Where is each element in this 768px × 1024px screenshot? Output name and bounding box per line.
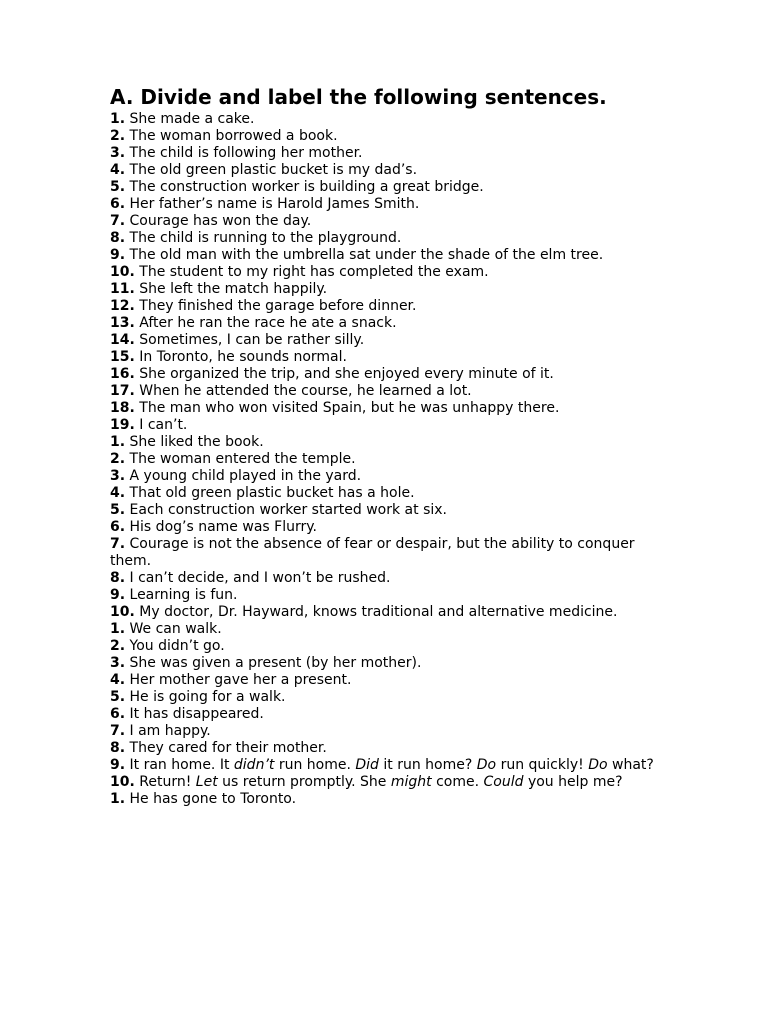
sentence-number: 6. (110, 196, 126, 212)
sentence-item (110, 332, 670, 349)
sentence-text: it run home? (378, 757, 477, 773)
sentence-text: We can walk. (129, 621, 222, 637)
sentence-text: Courage is not the absence of fear or despair, but the ability to conquer them. (110, 536, 635, 569)
sentence-number: 16. (110, 366, 135, 382)
sentence-text: She was given a present (by her mother). (129, 655, 422, 671)
sentence-item (110, 468, 670, 485)
sentence-text: When he attended the course, he learned a lot. (139, 383, 472, 399)
sentence-item (110, 281, 670, 298)
sentence-item (110, 349, 670, 366)
sentence-list-1 (110, 111, 670, 434)
sentence-item (110, 485, 670, 502)
sentence-item (110, 451, 670, 468)
sentence-text: The student to my right has completed the exam. (139, 264, 489, 280)
sentence-emphasis: might (390, 774, 432, 790)
sentence-item (110, 383, 670, 400)
sentence-text: His dog’s name was Flurry. (129, 519, 317, 535)
sentence-text: That old green plastic bucket has a hole. (129, 485, 415, 501)
sentence-number: 9. (110, 757, 126, 773)
sentence-text: In Toronto, he sounds normal. (139, 349, 347, 365)
sentence-text: The child is running to the playground. (129, 230, 402, 246)
sentence-list-3 (110, 621, 670, 791)
sentence-text: I can’t. (139, 417, 188, 433)
sentence-text: They cared for their mother. (129, 740, 327, 756)
sentence-text: He has gone to Toronto. (129, 791, 297, 807)
sentence-item (110, 587, 670, 604)
sentence-emphasis: didn’t (233, 757, 275, 773)
sentence-number: 8. (110, 230, 126, 246)
sentence-item (110, 570, 670, 587)
sentence-number: 2. (110, 128, 126, 144)
sentence-number: 6. (110, 519, 126, 535)
sentence-text: She made a cake. (129, 111, 255, 127)
sentence-number: 10. (110, 774, 135, 790)
sentence-item (110, 145, 670, 162)
sentence-text: She liked the book. (129, 434, 264, 450)
sentence-number: 9. (110, 247, 126, 263)
sentence-number: 11. (110, 281, 135, 297)
sentence-item (110, 213, 670, 230)
sentence-number: 3. (110, 145, 126, 161)
sentence-emphasis: Did (355, 757, 379, 773)
sentence-item (110, 162, 670, 179)
sentence-item (110, 315, 670, 332)
sentence-item (110, 638, 670, 655)
sentence-number: 8. (110, 570, 126, 586)
sentence-emphasis: Could (483, 774, 524, 790)
sentence-text: The woman borrowed a book. (129, 128, 338, 144)
sentence-number: 7. (110, 213, 126, 229)
sentence-number: 3. (110, 468, 126, 484)
sentence-text: run quickly! (496, 757, 589, 773)
sentence-text: come. (431, 774, 484, 790)
sentence-text: Return! (139, 774, 196, 790)
sentence-number: 4. (110, 162, 126, 178)
sentence-number: 7. (110, 723, 126, 739)
sentence-text: The woman entered the temple. (129, 451, 356, 467)
sentence-number: 4. (110, 485, 126, 501)
sentence-number: 3. (110, 655, 126, 671)
sentence-list-2 (110, 434, 670, 621)
sentence-number: 17. (110, 383, 135, 399)
sentence-text: I can’t decide, and I won’t be rushed. (129, 570, 391, 586)
worksheet-page (110, 84, 670, 808)
sentence-item (110, 417, 670, 434)
sentence-text: The man who won visited Spain, but he was unhappy there. (139, 400, 560, 416)
sentence-number: 15. (110, 349, 135, 365)
sentence-number: 5. (110, 179, 126, 195)
sentence-item (110, 689, 670, 706)
sentence-item (110, 757, 670, 774)
sentence-number: 12. (110, 298, 135, 314)
sentence-list-4 (110, 791, 670, 808)
sentence-number: 7. (110, 536, 126, 552)
sentence-item (110, 247, 670, 264)
sentence-number: 13. (110, 315, 135, 331)
sentence-emphasis: Do (588, 757, 608, 773)
sentence-text: A young child played in the yard. (129, 468, 362, 484)
sentence-item (110, 264, 670, 281)
sentence-number: 5. (110, 689, 126, 705)
sentence-text: She organized the trip, and she enjoyed every minute of it. (139, 366, 554, 382)
sentence-item (110, 519, 670, 536)
sentence-item (110, 179, 670, 196)
sentence-number: 2. (110, 638, 126, 654)
sentence-text: The child is following her mother. (129, 145, 363, 161)
sentence-emphasis: Let (195, 774, 218, 790)
sentence-text: Her father’s name is Harold James Smith. (129, 196, 420, 212)
worksheet-title: A. Divide and label the following sentences. (110, 85, 607, 109)
sentence-item (110, 791, 670, 808)
sentence-text: you help me? (523, 774, 623, 790)
sentence-text: You didn’t go. (129, 638, 225, 654)
sentence-text: It ran home. It (129, 757, 234, 773)
sentence-item (110, 536, 670, 570)
sentence-text: run home. (274, 757, 356, 773)
sentence-number: 1. (110, 621, 126, 637)
sentence-item (110, 128, 670, 145)
sentence-text: After he ran the race he ate a snack. (139, 315, 397, 331)
sentence-item (110, 604, 670, 621)
sentence-number: 10. (110, 264, 135, 280)
sentence-text: My doctor, Dr. Hayward, knows traditional and alternative medicine. (139, 604, 618, 620)
sentence-number: 4. (110, 672, 126, 688)
sentence-item (110, 366, 670, 383)
sentence-number: 6. (110, 706, 126, 722)
sentence-emphasis: Do (476, 757, 497, 773)
sentence-text: Sometimes, I can be rather silly. (139, 332, 365, 348)
sentence-text: The old man with the umbrella sat under the shade of the elm tree. (129, 247, 604, 263)
sentence-item (110, 298, 670, 315)
sentence-number: 14. (110, 332, 135, 348)
sentence-text: us return promptly. She (217, 774, 391, 790)
sentence-item (110, 400, 670, 417)
sentence-text: Courage has won the day. (129, 213, 312, 229)
sentence-number: 10. (110, 604, 135, 620)
sentence-item (110, 774, 670, 791)
sentence-item (110, 621, 670, 638)
sentence-number: 1. (110, 791, 126, 807)
sentence-text: They finished the garage before dinner. (139, 298, 417, 314)
sentence-text: The old green plastic bucket is my dad’s. (129, 162, 418, 178)
sentence-number: 19. (110, 417, 135, 433)
sentence-number: 8. (110, 740, 126, 756)
sentence-text: Learning is fun. (129, 587, 238, 603)
sentence-number: 18. (110, 400, 135, 416)
sentence-item (110, 111, 670, 128)
sentence-text: He is going for a walk. (129, 689, 286, 705)
sentence-item (110, 502, 670, 519)
sentence-text: She left the match happily. (139, 281, 328, 297)
sentence-item (110, 706, 670, 723)
sentence-text: Her mother gave her a present. (129, 672, 352, 688)
sentence-item (110, 196, 670, 213)
sentence-text: I am happy. (129, 723, 211, 739)
sentence-text: It has disappeared. (129, 706, 264, 722)
sentence-number: 9. (110, 587, 126, 603)
sentence-item (110, 672, 670, 689)
sentence-item (110, 434, 670, 451)
sentence-item (110, 230, 670, 247)
sentence-text: what? (607, 757, 654, 773)
sentence-number: 1. (110, 434, 126, 450)
sentence-number: 5. (110, 502, 126, 518)
sentence-text: Each construction worker started work at six. (129, 502, 447, 518)
sentence-item (110, 655, 670, 672)
sentence-item (110, 723, 670, 740)
sentence-number: 1. (110, 111, 126, 127)
sentence-number: 2. (110, 451, 126, 467)
sentence-text: The construction worker is building a great bridge. (129, 179, 484, 195)
sentence-item (110, 740, 670, 757)
